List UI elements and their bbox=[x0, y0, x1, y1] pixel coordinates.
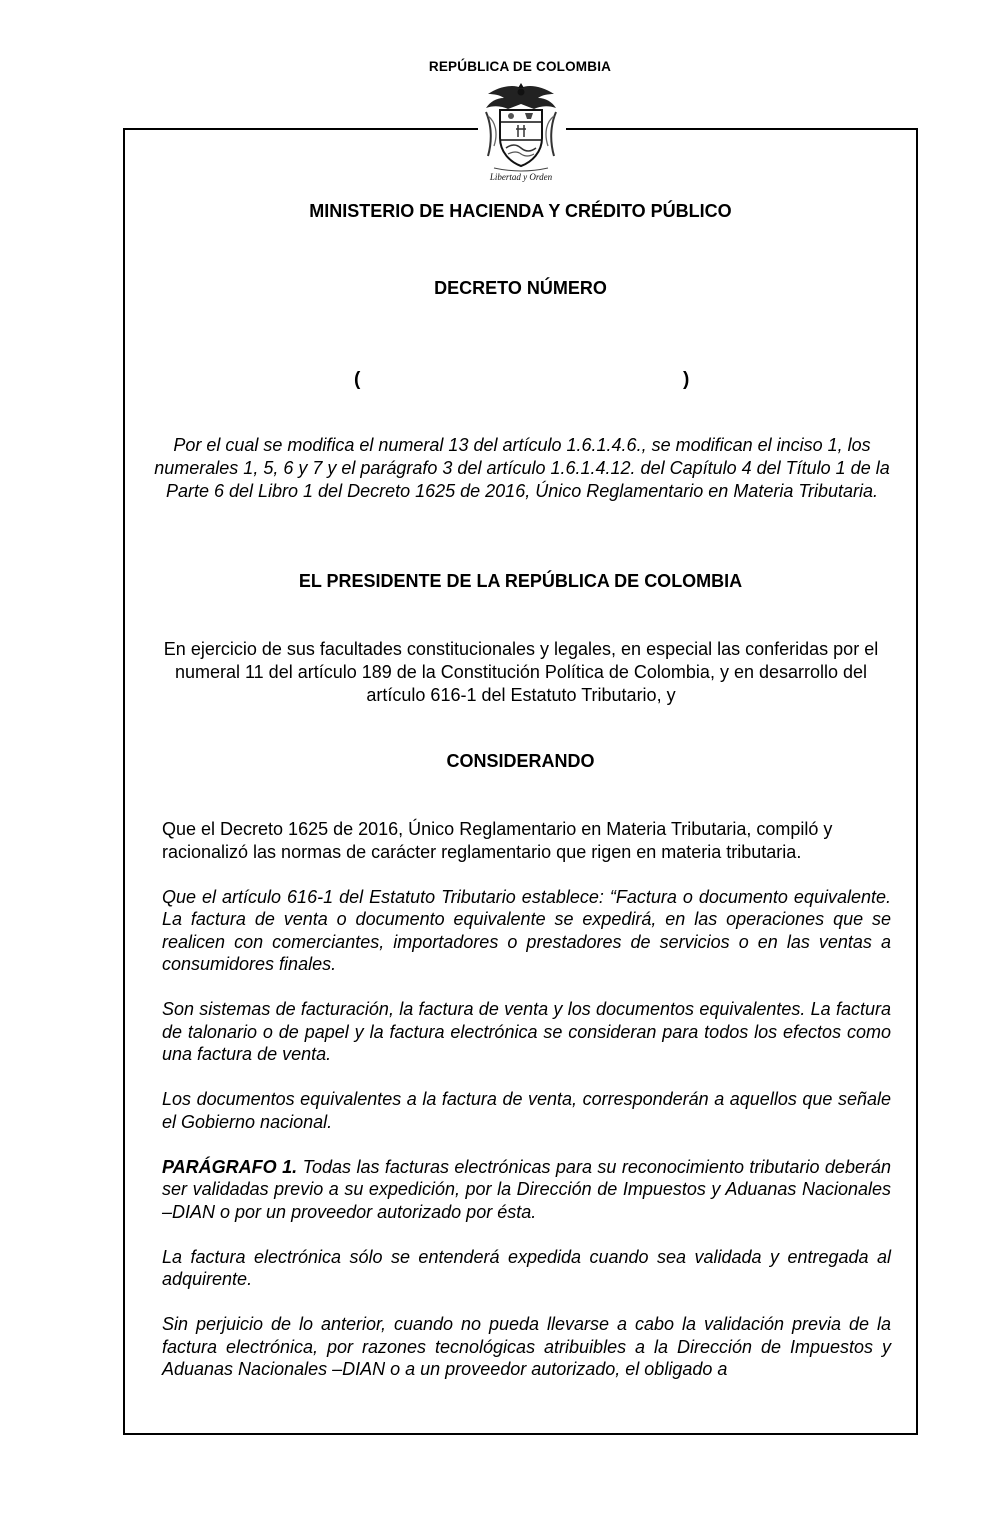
paragraph-equivalent-documents: Los documentos equivalentes a la factura de venta, corresponderán a aquellos que señale el Gobierno nacional. bbox=[162, 1089, 891, 1132]
date-open-paren: ( bbox=[354, 369, 361, 390]
paragrafo-1-label: PARÁGRAFO 1. bbox=[162, 1156, 298, 1177]
considering-body bbox=[162, 818, 891, 1381]
ministry-title: MINISTERIO DE HACIENDA Y CRÉDITO PÚBLICO bbox=[309, 201, 732, 221]
decree-number-label: DECRETO NÚMERO bbox=[434, 278, 607, 298]
paragraph-paragrafo-1 bbox=[162, 1156, 891, 1224]
paragraph-billing-systems: Son sistemas de facturación, la factura de venta y los documentos equivalentes. La factura de talonario o de papel y la factura electrónica se consideran para todos los efectos como una factura de venta. bbox=[162, 999, 891, 1064]
coat-of-arms-seal bbox=[478, 82, 564, 186]
paragraph-decree-1625: Que el Decreto 1625 de 2016, Único Reglamentario en Materia Tributaria, compiló y racionalizó las normas de carácter reglamentario que rigen en materia tributaria. bbox=[162, 819, 833, 862]
decree-epigraph: Por el cual se modifica el numeral 13 del artículo 1.6.1.4.6., se modifican el inciso 1, los numerales 1, 5, 6 y 7 y el parágrafo 3 del artículo 1.6.1.4.12. del Capítulo 4 del Título 1 de la Parte 6 del Libro 1 del Decreto 1625 de 2016, Único Reglamentario en Materia Tributaria. bbox=[154, 435, 890, 501]
seal-motto: Libertad y Orden bbox=[489, 172, 553, 182]
paragraph-article-616-1: Que el artículo 616-1 del Estatuto Tributario establece: “Factura o documento equivalente. La factura de venta o documento equivalente se expedirá, en las operaciones que se realicen con comerciantes, importadores o prestadores de servicios o en las ventas a consumidores finales. bbox=[162, 886, 891, 974]
president-heading: EL PRESIDENTE DE LA REPÚBLICA DE COLOMBIA bbox=[298, 571, 743, 591]
paragrafo-1-text: Todas las facturas electrónicas para su reconocimiento tributario deberán ser validadas previo a su expedición, por la Dirección de Impuestos y Aduanas Nacionales –DIAN o por un proveedor autorizado por ésta. bbox=[162, 1156, 891, 1222]
paragraph-validation-exception: Sin perjuicio de lo anterior, cuando no pueda llevarse a cabo la validación previa de la factura electrónica, por razones tecnológicas atribuibles a la Dirección de Impuestos y Aduanas Nacionales –DIAN o a un proveedor autorizado, el obligado a bbox=[162, 1314, 891, 1379]
paragraph-electronic-invoice-issued: La factura electrónica sólo se entenderá expedida cuando sea validada y entregada al adquirente. bbox=[162, 1246, 891, 1289]
considering-heading: CONSIDERANDO bbox=[446, 751, 595, 771]
country-header: REPÚBLICA DE COLOMBIA bbox=[428, 59, 612, 74]
powers-statement: En ejercicio de sus facultades constitucionales y legales, en especial las conferidas por el numeral 11 del artículo 189 de la Constitución Política de Colombia, y en desarrollo del artículo 616-1 del Estatuto Tributario, y bbox=[163, 639, 879, 705]
date-close-paren: ) bbox=[683, 369, 690, 390]
